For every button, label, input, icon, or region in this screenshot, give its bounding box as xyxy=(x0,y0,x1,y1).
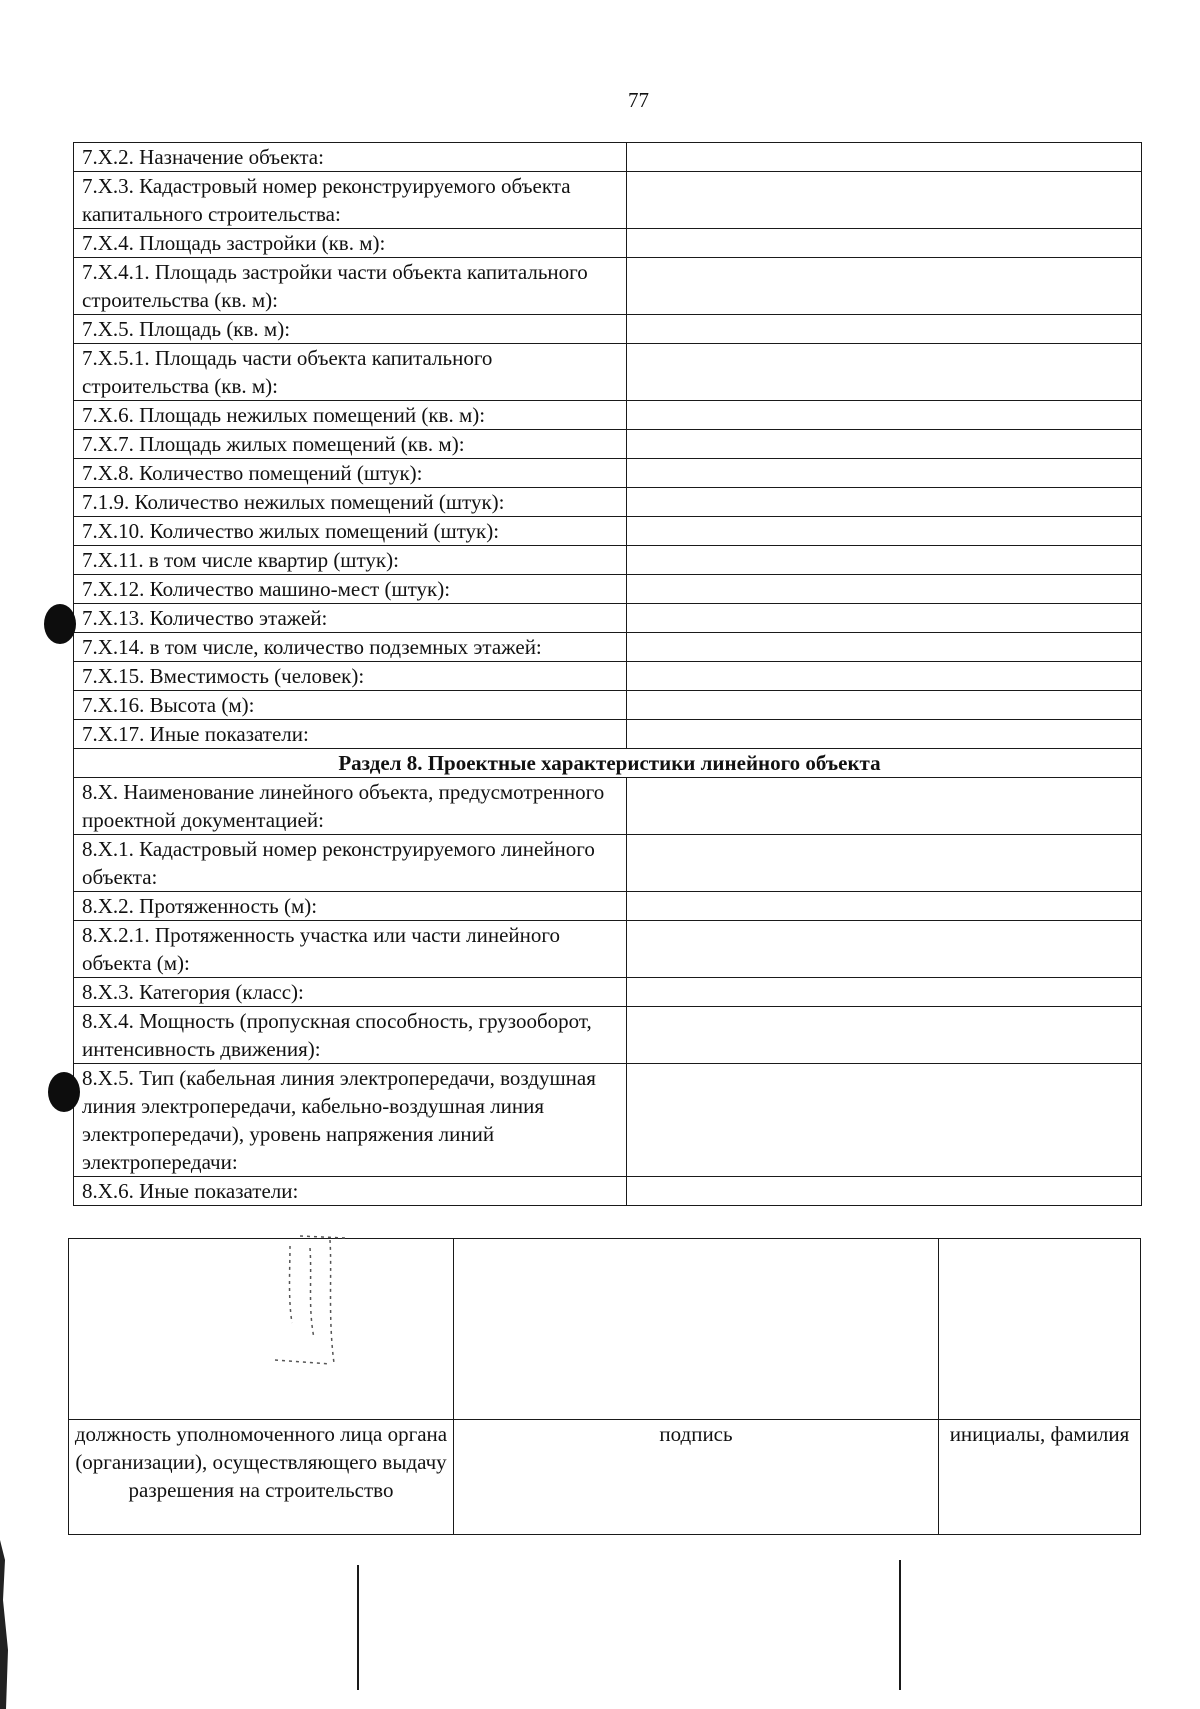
row-value-cell xyxy=(627,1007,1142,1064)
row-label: 8.X.2. Протяженность (м): xyxy=(74,892,627,921)
row-value-cell xyxy=(627,604,1142,633)
row-label: 7.X.16. Высота (м): xyxy=(74,691,627,720)
row-label: 7.X.17. Иные показатели: xyxy=(74,720,627,749)
row-label: 7.1.9. Количество нежилых помещений (штук): xyxy=(74,488,627,517)
table-row xyxy=(74,720,1142,749)
row-value-cell xyxy=(627,229,1142,258)
row-value-cell xyxy=(627,720,1142,749)
vertical-rule xyxy=(899,1560,901,1690)
row-value-cell xyxy=(627,691,1142,720)
section-8-title: Раздел 8. Проектные характеристики линейного объекта xyxy=(74,749,1142,778)
row-value-cell xyxy=(627,172,1142,229)
row-value-cell xyxy=(627,1177,1142,1206)
row-value-cell xyxy=(627,921,1142,978)
table-row xyxy=(74,546,1142,575)
row-value-cell xyxy=(627,575,1142,604)
table-row xyxy=(74,1007,1142,1064)
position-label: должность уполномоченного лица органа (организации), осуществляющего выдачу разрешения на строительство xyxy=(69,1420,454,1535)
section-header-row xyxy=(74,749,1142,778)
row-label: 7.X.8. Количество помещений (штук): xyxy=(74,459,627,488)
row-label: 7.X.12. Количество машино-мест (штук): xyxy=(74,575,627,604)
table-row xyxy=(74,835,1142,892)
row-value-cell xyxy=(627,401,1142,430)
row-label: 7.X.5. Площадь (кв. м): xyxy=(74,315,627,344)
row-value-cell xyxy=(627,315,1142,344)
row-label: 8.X.5. Тип (кабельная линия электропередачи, воздушная линия электропередачи, кабельно-воздушная линия электропередачи), уровень напряжения линий электропередачи: xyxy=(74,1064,627,1177)
row-value-cell xyxy=(627,835,1142,892)
row-value-cell xyxy=(627,143,1142,172)
row-value-cell xyxy=(627,633,1142,662)
stamp-mark xyxy=(270,1228,380,1378)
row-label: 7.X.14. в том числе, количество подземных этажей: xyxy=(74,633,627,662)
signature-blank-row xyxy=(69,1239,1141,1420)
name-blank-cell xyxy=(939,1239,1141,1420)
signature-table xyxy=(68,1238,1141,1535)
row-label: 7.X.10. Количество жилых помещений (штук): xyxy=(74,517,627,546)
table-row xyxy=(74,978,1142,1007)
row-value-cell xyxy=(627,258,1142,315)
punch-hole xyxy=(48,1072,80,1112)
table-row xyxy=(74,604,1142,633)
punch-hole xyxy=(44,604,76,644)
table-row xyxy=(74,921,1142,978)
characteristics-table xyxy=(73,142,1142,1206)
table-row xyxy=(74,143,1142,172)
signature-label-row xyxy=(69,1420,1141,1535)
table-row xyxy=(74,488,1142,517)
row-label: 7.X.15. Вместимость (человек): xyxy=(74,662,627,691)
row-label: 7.X.7. Площадь жилых помещений (кв. м): xyxy=(74,430,627,459)
row-value-cell xyxy=(627,344,1142,401)
signature-label: подпись xyxy=(454,1420,939,1535)
row-value-cell xyxy=(627,488,1142,517)
row-label: 7.X.4. Площадь застройки (кв. м): xyxy=(74,229,627,258)
row-label: 8.X.3. Категория (класс): xyxy=(74,978,627,1007)
table-row xyxy=(74,258,1142,315)
vertical-rule xyxy=(357,1565,359,1690)
table-row xyxy=(74,691,1142,720)
table-row xyxy=(74,315,1142,344)
row-label: 7.X.11. в том числе квартир (штук): xyxy=(74,546,627,575)
row-value-cell xyxy=(627,459,1142,488)
table-row xyxy=(74,778,1142,835)
table-row xyxy=(74,172,1142,229)
row-value-cell xyxy=(627,430,1142,459)
row-value-cell xyxy=(627,892,1142,921)
name-label: инициалы, фамилия xyxy=(939,1420,1141,1535)
row-label: 7.X.2. Назначение объекта: xyxy=(74,143,627,172)
table-row xyxy=(74,344,1142,401)
row-value-cell xyxy=(627,978,1142,1007)
row-label: 7.X.6. Площадь нежилых помещений (кв. м): xyxy=(74,401,627,430)
row-value-cell xyxy=(627,517,1142,546)
row-value-cell xyxy=(627,778,1142,835)
row-label: 7.X.4.1. Площадь застройки части объекта капитального строительства (кв. м): xyxy=(74,258,627,315)
table-row xyxy=(74,430,1142,459)
table-row xyxy=(74,401,1142,430)
row-label: 7.X.5.1. Площадь части объекта капитального строительства (кв. м): xyxy=(74,344,627,401)
table-row xyxy=(74,1064,1142,1177)
row-value-cell xyxy=(627,546,1142,575)
row-label: 7.X.3. Кадастровый номер реконструируемого объекта капитального строительства: xyxy=(74,172,627,229)
table-row xyxy=(74,517,1142,546)
table-row xyxy=(74,229,1142,258)
position-blank-cell xyxy=(69,1239,454,1420)
signature-blank-cell xyxy=(454,1239,939,1420)
table-row xyxy=(74,662,1142,691)
table-row xyxy=(74,575,1142,604)
scan-edge-mark xyxy=(0,1540,12,1709)
row-label: 8.X.2.1. Протяженность участка или части линейного объекта (м): xyxy=(74,921,627,978)
table-row xyxy=(74,1177,1142,1206)
table-row xyxy=(74,892,1142,921)
table-row xyxy=(74,459,1142,488)
row-label: 8.X.1. Кадастровый номер реконструируемого линейного объекта: xyxy=(74,835,627,892)
row-label: 8.X.4. Мощность (пропускная способность, грузооборот, интенсивность движения): xyxy=(74,1007,627,1064)
page-number: 77 xyxy=(628,88,649,112)
row-label: 8.X.6. Иные показатели: xyxy=(74,1177,627,1206)
row-value-cell xyxy=(627,1064,1142,1177)
row-label: 8.X. Наименование линейного объекта, предусмотренного проектной документацией: xyxy=(74,778,627,835)
row-label: 7.X.13. Количество этажей: xyxy=(74,604,627,633)
row-value-cell xyxy=(627,662,1142,691)
table-row xyxy=(74,633,1142,662)
